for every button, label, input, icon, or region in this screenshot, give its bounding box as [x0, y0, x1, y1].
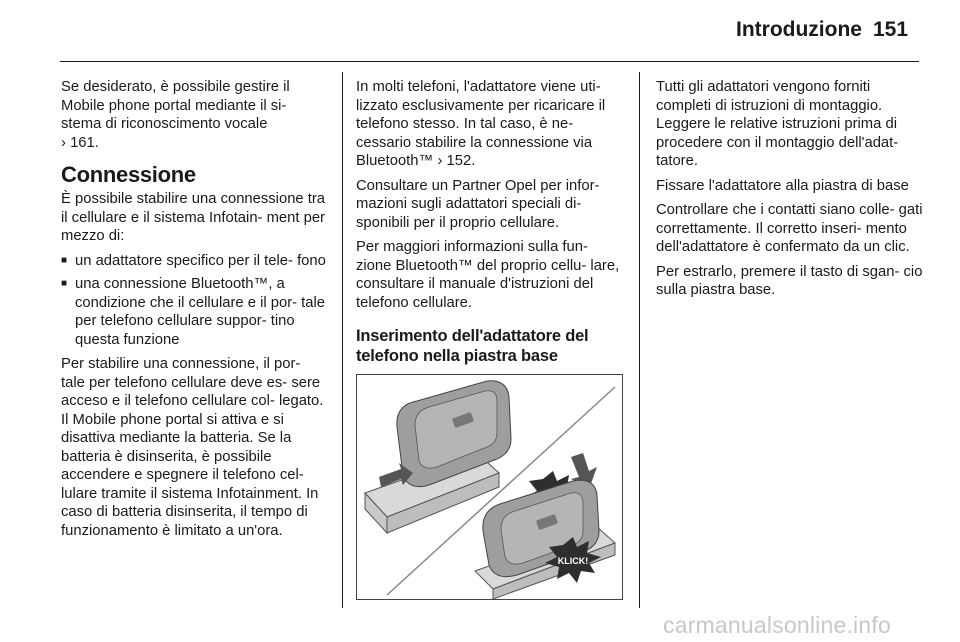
header-divider: [60, 61, 919, 62]
bluetooth-paragraph: Per maggiori informazioni sulla fun- zione Bluetooth™ del proprio cellu- lare, consultare il manuale d'istruzioni del telefono cellulare.: [356, 239, 620, 311]
watermark: carmanualsonline.info: [663, 612, 891, 638]
connection-options-list: [61, 252, 326, 350]
instructions-paragraph: Tutti gli adattatori vengono forniti completi di istruzioni di montaggio. Leggere le relative istruzioni prima di procedere con il montaggio dell'adat- tatore.: [656, 79, 899, 169]
adapter-illustration: [356, 374, 623, 600]
page-header: [0, 0, 960, 62]
page-number: 151: [873, 18, 909, 41]
column-divider-2: [639, 72, 640, 608]
page-reference-link[interactable]: 152.: [446, 153, 476, 169]
adapter-paragraph: In molti telefoni, l'adattatore viene uti- lizzato esclusivamente per ricaricare il telefono stesso. In tal caso, è ne- cessario stabilire la connessione via Bluetooth™ › 152.: [356, 79, 606, 169]
intro-paragraph: Se desiderato, è possibile gestire il Mobile phone portal mediante il si- stema di riconoscimento vocale › 161.: [61, 79, 290, 151]
page-title: Introduzione: [736, 18, 862, 41]
list-item: ■ una connessione Bluetooth™, a condizione che il cellulare e il por- tale per telefono cellulare suppor- tino questa funzione: [61, 275, 326, 349]
check-contacts-paragraph: Controllare che i contatti siano colle- gati correttamente. Il corretto inseri- mento dell'adattatore è confermato da un clic.: [656, 202, 923, 255]
connection-paragraph: Per stabilire una connessione, il por- tale per telefono cellulare deve es- sere acceso e il telefono cellulare col- legato. Il Mobile phone portal si attiva e si disattiva mediante la batteria. Se la batteria è disinserita, è possibile accendere e spegnere il telefono cel- lulare tramite il sistema Infotainment. In caso di batteria disinserita, il tempo di funzionamento è limitato a un'ora.: [61, 356, 324, 539]
page-reference-link[interactable]: 161.: [70, 134, 99, 151]
reference-arrow-icon: ›: [61, 134, 66, 151]
klick-label-bottom: KLICK!: [557, 556, 589, 566]
column-2: [356, 78, 626, 600]
section-heading-inserimento: Inserimento dell'adattatore del telefono nella piastra base: [356, 327, 589, 365]
partner-paragraph: Consultare un Partner Opel per infor- mazioni sugli adattatori speciali di- sponibili per il proprio cellulare.: [356, 177, 600, 231]
adapter-illustration-svg: [357, 375, 622, 599]
list-item: ■ un adattatore specifico per il tele- fono: [61, 252, 326, 271]
column-divider-1: [342, 72, 343, 608]
column-1: [61, 78, 326, 546]
section-heading-connessione: Connessione: [61, 162, 196, 187]
column-3: [656, 78, 926, 306]
connection-intro: È possibile stabilire una connessione tra il cellulare e il sistema Infotain- ment per mezzo di:: [61, 191, 326, 244]
fix-adapter-paragraph: Fissare l'adattatore alla piastra di base: [656, 177, 909, 194]
remove-adapter-paragraph: Per estrarlo, premere il tasto di sgan- cio sulla piastra base.: [656, 263, 923, 298]
reference-arrow-icon: ›: [437, 153, 443, 169]
